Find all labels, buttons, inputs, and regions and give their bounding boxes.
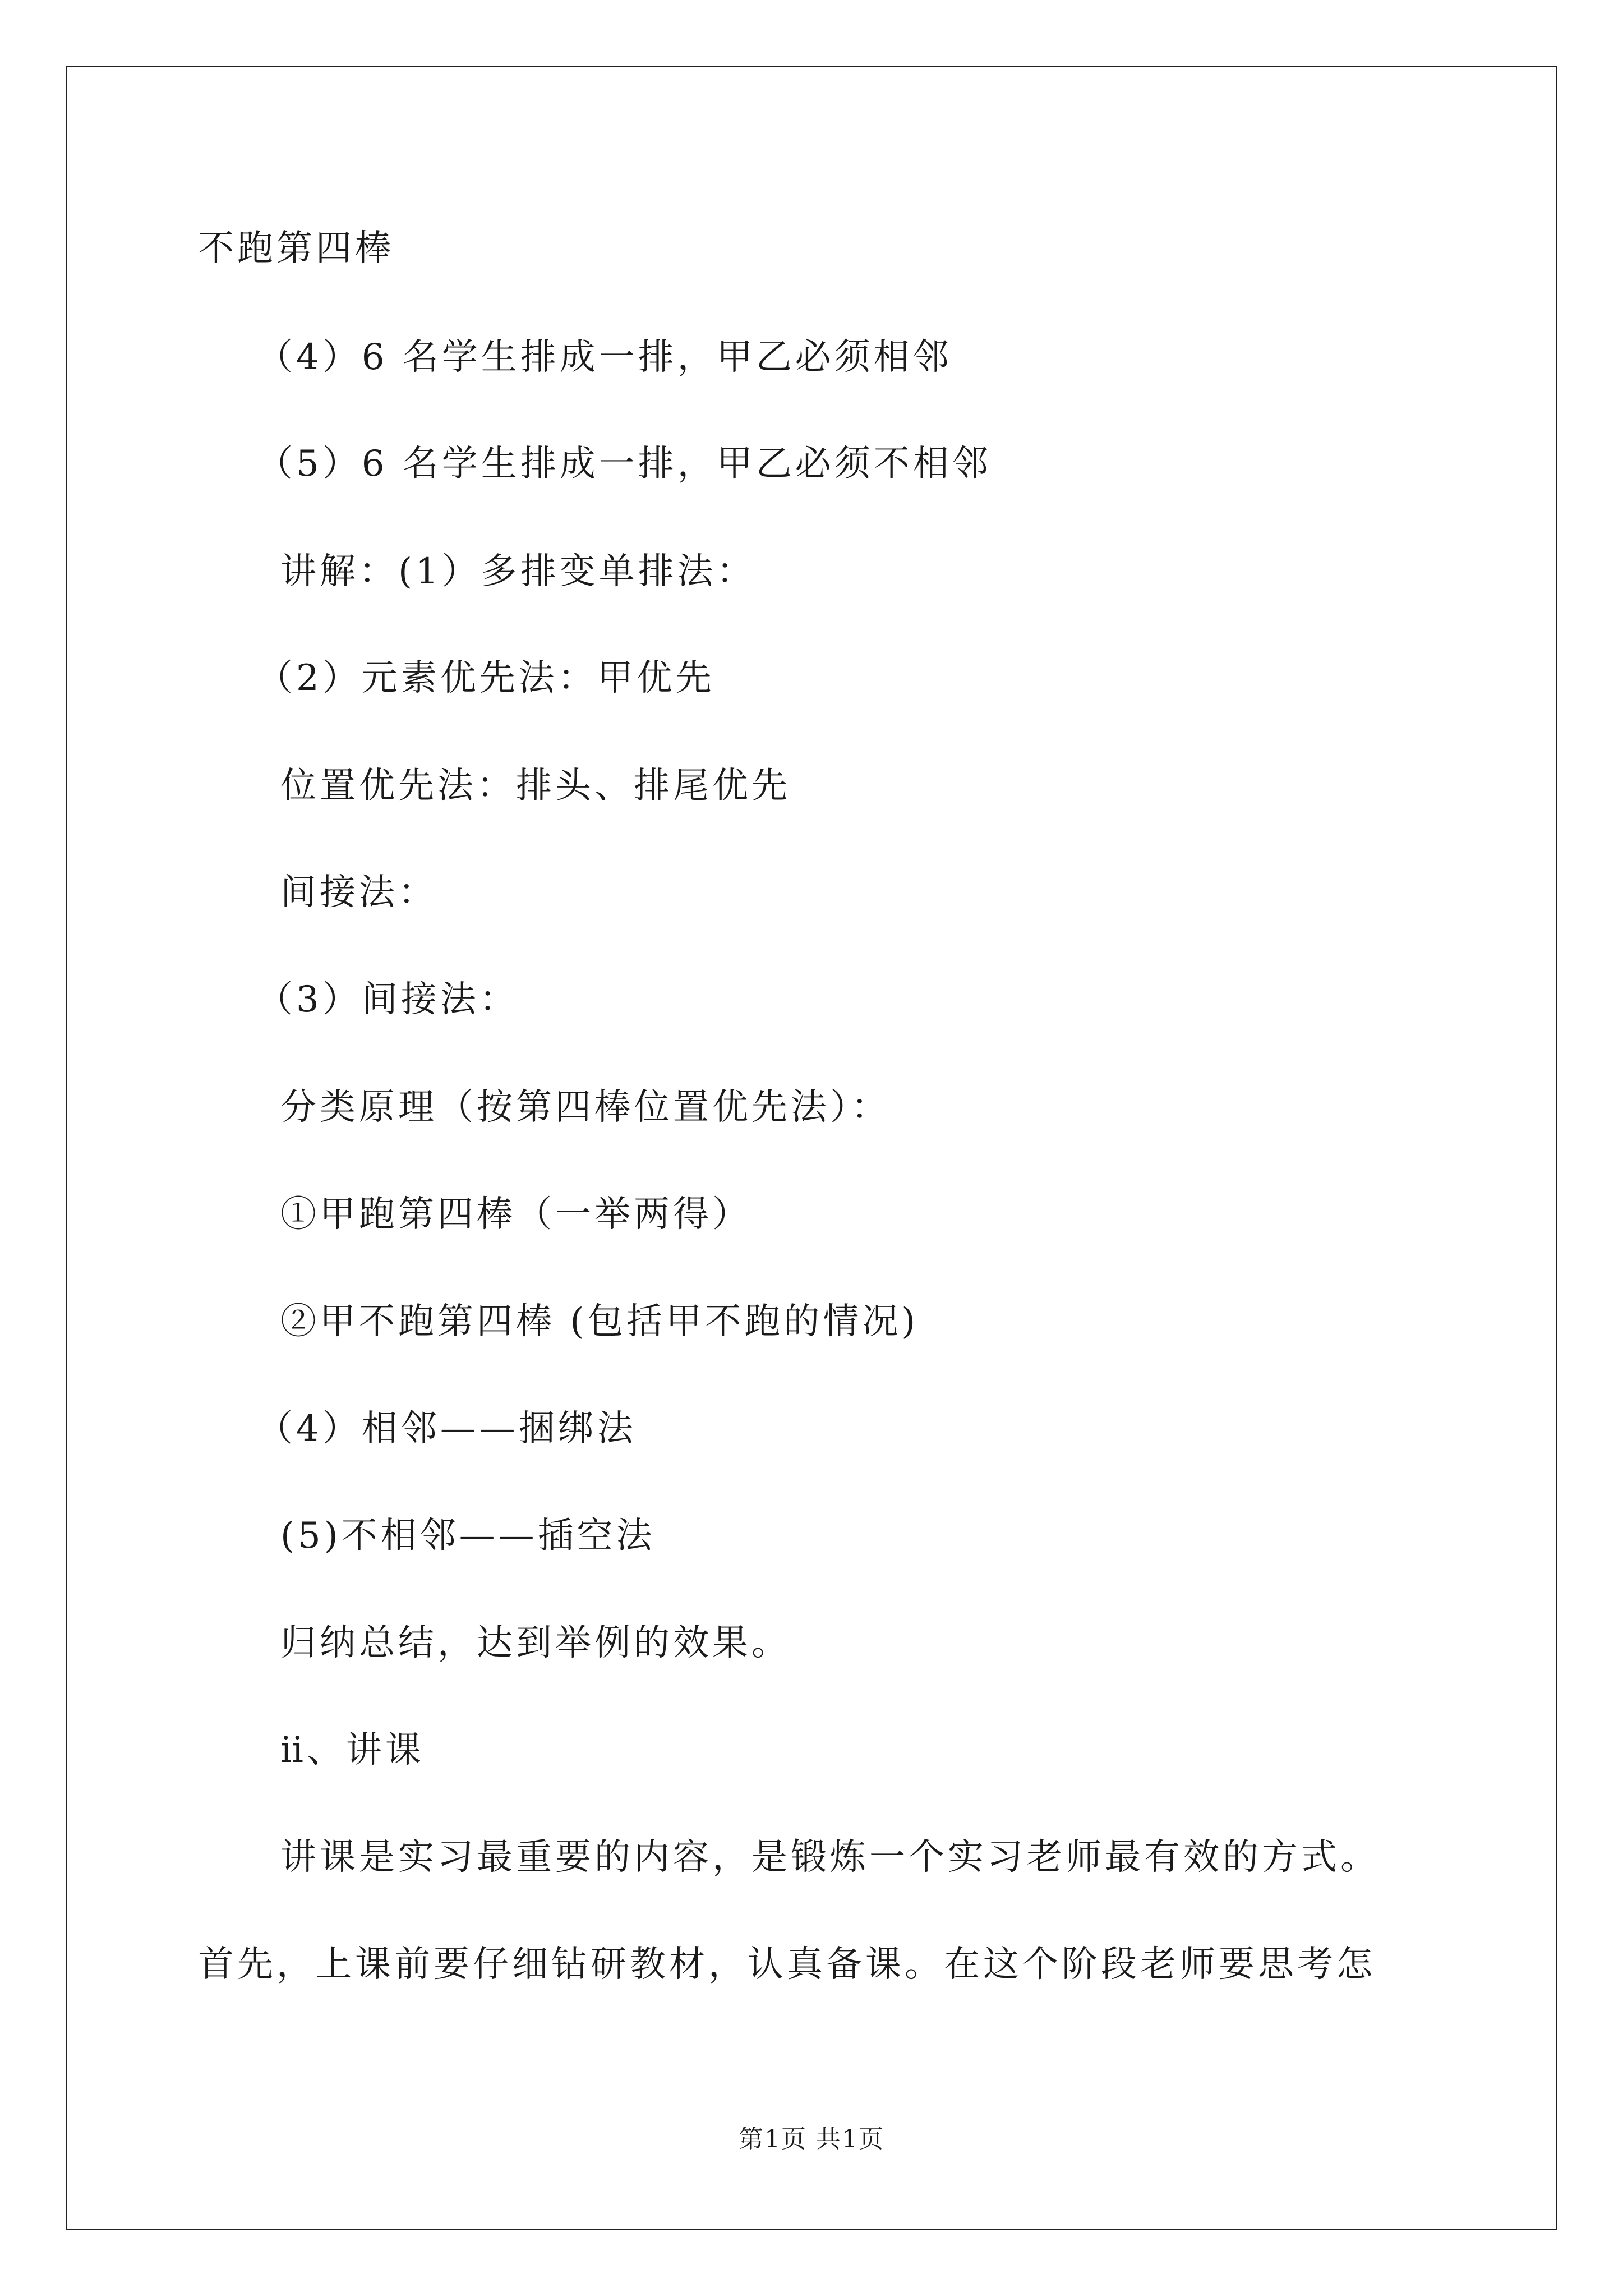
- text-line: 分类原理（按第四棒位置优先法）：: [280, 1087, 891, 1128]
- text-line: （3）间接法：: [257, 979, 519, 1020]
- text-line: 讲解：(1）多排变单排法：: [280, 551, 756, 592]
- text-line: 位置优先法：排头、排尾优先: [280, 765, 791, 807]
- text-line: 间接法：: [280, 872, 437, 913]
- section-heading: ⅱ、讲课: [280, 1729, 425, 1771]
- text-line: ①甲跑第四棒（一举两得）: [280, 1194, 751, 1235]
- text-line: （4）6 名学生排成一排，甲乙必须相邻: [257, 337, 952, 378]
- text-line: (5)不相邻——插空法: [280, 1515, 656, 1557]
- text-line: （4）相邻——捆绑法: [257, 1408, 637, 1450]
- text-line: ②甲不跑第四棒 (包括甲不跑的情况): [280, 1301, 919, 1342]
- text-line: 不跑第四棒: [198, 228, 394, 269]
- text-line: 讲课是实习最重要的内容，是锻炼一个实习老师最有效的方式。: [280, 1837, 1380, 1878]
- page-footer: 第1页 共1页: [739, 2125, 884, 2154]
- text-line: 归纳总结，达到举例的效果。: [280, 1622, 791, 1664]
- text-line: （5）6 名学生排成一排，甲乙必须不相邻: [257, 443, 992, 485]
- text-line: 首先，上课前要仔细钻研教材，认真备课。在这个阶段老师要思考怎: [198, 1944, 1376, 1985]
- text-line: （2）元素优先法：甲优先: [257, 657, 715, 699]
